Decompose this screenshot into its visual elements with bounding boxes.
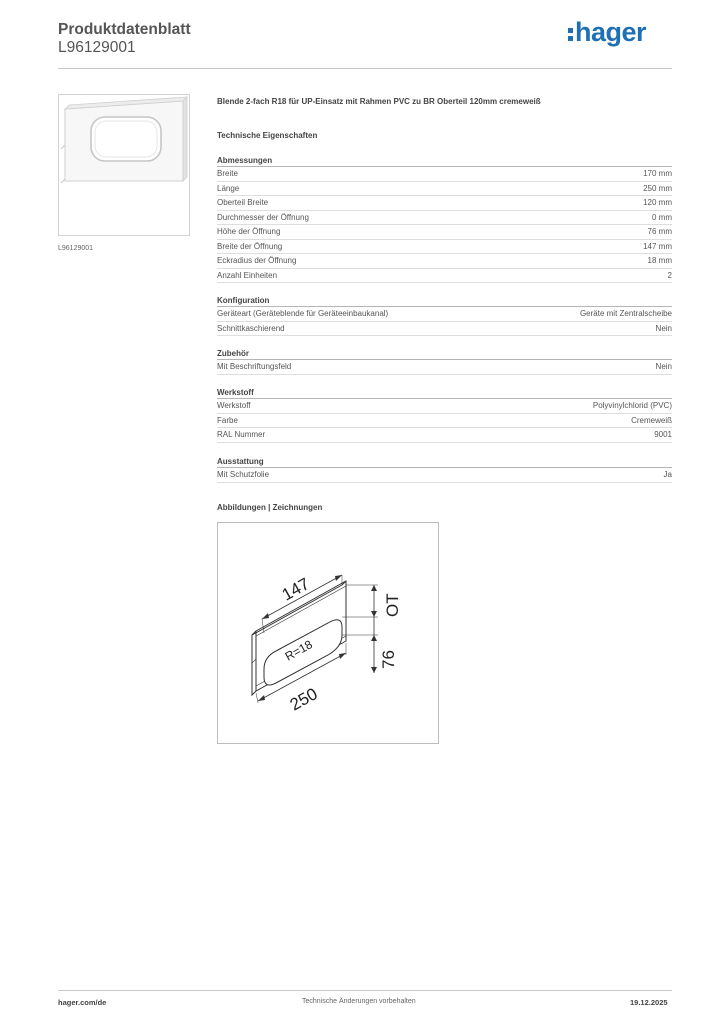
spec-label: Werkstoff [217,401,251,410]
spec-value: 170 mm [643,169,672,178]
dim-length-label: 250 [286,684,321,715]
spec-value: 9001 [654,430,672,439]
group-title: Konfiguration [217,295,672,307]
spec-group-accessories [217,348,672,375]
spec-value: 76 mm [647,227,672,236]
spec-label: Länge [217,183,240,193]
logo-wordmark: hager [575,17,647,47]
spec-group-dimensions [217,155,672,283]
spec-value: Nein [655,362,672,371]
page-title: Produktdatenblatt [58,21,191,38]
drawings-title: Abbildungen | Zeichnungen [217,503,323,512]
dim-width-label: 147 [278,574,313,605]
spec-row [217,254,672,269]
dim-radius-label: R=18 [282,637,315,664]
spec-value: Polyvinylchlorid (PVC) [592,401,672,410]
image-caption: L96129001 [58,245,94,252]
spec-group-configuration [217,295,672,336]
hager-logo [566,14,658,50]
spec-label: Höhe der Öffnung [217,227,281,236]
spec-row [217,182,672,197]
spec-value: Cremeweiß [631,415,672,425]
header-divider [58,68,672,69]
footer-notice: Technische Änderungen vorbehalten [302,998,416,1005]
spec-row [217,414,672,429]
dim-top-label: OT [383,593,402,617]
spec-row [217,399,672,414]
spec-row [217,225,672,240]
group-title: Abmessungen [217,155,672,167]
spec-value: 0 mm [652,212,672,222]
spec-label: Breite der Öffnung [217,241,283,251]
logo-dot-top [568,28,573,33]
product-name: Blende 2-fach R18 für UP-Einsatz mit Rahmen PVC zu BR Oberteil 120mm cremeweiß [217,97,541,106]
spec-row [217,167,672,182]
spec-row [217,307,672,322]
spec-row [217,360,672,375]
logo-dot-bottom [568,36,573,41]
spec-row [217,211,672,226]
spec-label: Schnittkaschierend [217,323,285,333]
spec-label: RAL Nummer [217,430,266,439]
spec-label: Farbe [217,415,238,425]
spec-value: 147 mm [643,241,672,251]
spec-value: Geräte mit Zentralscheibe [579,309,672,318]
technical-drawing [217,522,439,744]
group-title: Zubehör [217,348,672,360]
technical-drawing-svg [218,523,438,743]
spec-value: 18 mm [647,256,672,265]
spec-value: 120 mm [643,198,672,207]
product-image-drawing [59,95,189,235]
spec-row [217,269,672,284]
spec-label: Mit Beschriftungsfeld [217,362,292,371]
spec-group-equipment [217,456,672,483]
article-number: L96129001 [58,39,136,56]
spec-row [217,196,672,211]
spec-label: Oberteil Breite [217,198,269,207]
spec-label: Durchmesser der Öffnung [217,212,309,222]
section-title: Technische Eigenschaften [217,131,318,140]
spec-group-material [217,387,672,443]
spec-value: Ja [663,470,672,479]
product-image [58,94,190,236]
footer-website-link[interactable]: hager.com/de [58,998,107,1007]
spec-value: 2 [667,270,672,280]
spec-row [217,322,672,337]
spec-value: 250 mm [643,183,672,193]
spec-label: Breite [217,169,238,178]
spec-row [217,468,672,483]
spec-row [217,428,672,443]
group-title: Ausstattung [217,456,672,468]
spec-value: Nein [655,323,672,333]
spec-label: Anzahl Einheiten [217,270,278,280]
group-title: Werkstoff [217,387,672,399]
footer-date: 19.12.2025 [630,998,668,1007]
spec-label: Mit Schutzfolie [217,470,270,479]
spec-label: Eckradius der Öffnung [217,256,297,265]
footer-divider [58,990,672,991]
spec-label: Geräteart (Geräteblende für Geräteeinbaukanal) [217,309,389,318]
spec-row [217,240,672,255]
dim-height-label: 76 [379,650,398,669]
